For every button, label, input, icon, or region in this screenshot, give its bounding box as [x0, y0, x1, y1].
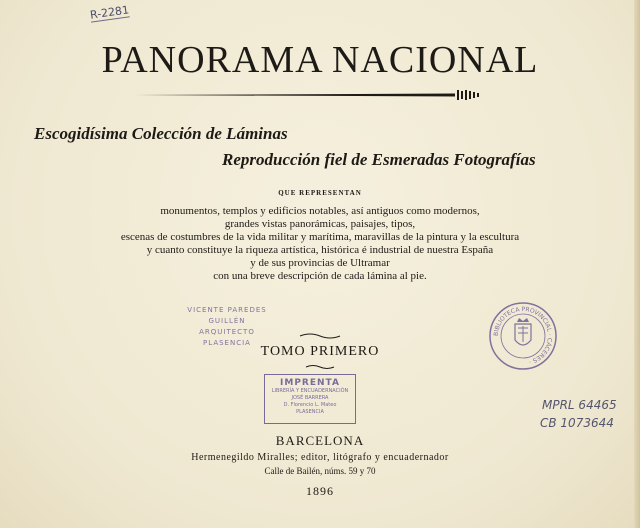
- svg-text:BIBLIOTECA PROVINCIAL · CÁCERE: BIBLIOTECA PROVINCIAL · CÁCERES ·: [492, 305, 554, 366]
- description-block: [0, 205, 640, 283]
- ornament-top: [298, 332, 342, 340]
- description-line: escenas de costumbres de la vida militar y marítima, maravillas de la pintura y la escultura: [120, 231, 520, 243]
- imprint-editor: Hermenegildo Miralles; editor, litógrafo y encuadernador: [191, 452, 449, 463]
- ornament-bottom: [304, 364, 336, 370]
- title-underline-rule: [135, 88, 495, 102]
- imprint-year: 1896: [306, 484, 334, 498]
- handwritten-note: CB 1073644: [540, 416, 614, 430]
- library-stamp-left: VICENTE PAREDES GUILLÉN ARQUITECTO PLASENCIA: [187, 306, 267, 347]
- volume-label: TOMO PRIMERO: [260, 344, 380, 359]
- imprint-address: Calle de Bailén, núms. 59 y 70: [264, 466, 376, 476]
- handwritten-note: MPRL 64465: [542, 398, 617, 412]
- page-edge: [634, 0, 640, 528]
- library-seal-right: [488, 298, 558, 374]
- description-line: y de sus provincias de Ultramar: [250, 257, 390, 269]
- description-line: grandes vistas panorámicas, paisajes, tipos,: [224, 218, 416, 230]
- subtitle-line-2: Reproducción fiel de Esmeradas Fotografías: [222, 150, 536, 169]
- shelfmark-annotation: R-2281: [89, 3, 130, 22]
- printer-stamp: IMPRENTA LIBRERÍA Y ENCUADERNACIÓN JOSÉ BARRERA D. Florencio L. Mateo PLASENCIA: [264, 374, 356, 424]
- que-representan: QUE REPRESENTAN: [278, 189, 362, 197]
- book-title: PANORAMA NACIONAL: [101, 39, 539, 81]
- imprint-city: BARCELONA: [275, 433, 365, 448]
- description-line: con una breve descripción de cada lámina al pie.: [213, 270, 427, 282]
- description-line: monumentos, templos y edificios notables, así antiguos como modernos,: [160, 205, 480, 217]
- subtitle-line-1: Escogidísima Colección de Láminas: [34, 124, 288, 143]
- description-line: y cuanto constituye la riqueza artística, histórica é industrial de nuestra España: [146, 244, 494, 256]
